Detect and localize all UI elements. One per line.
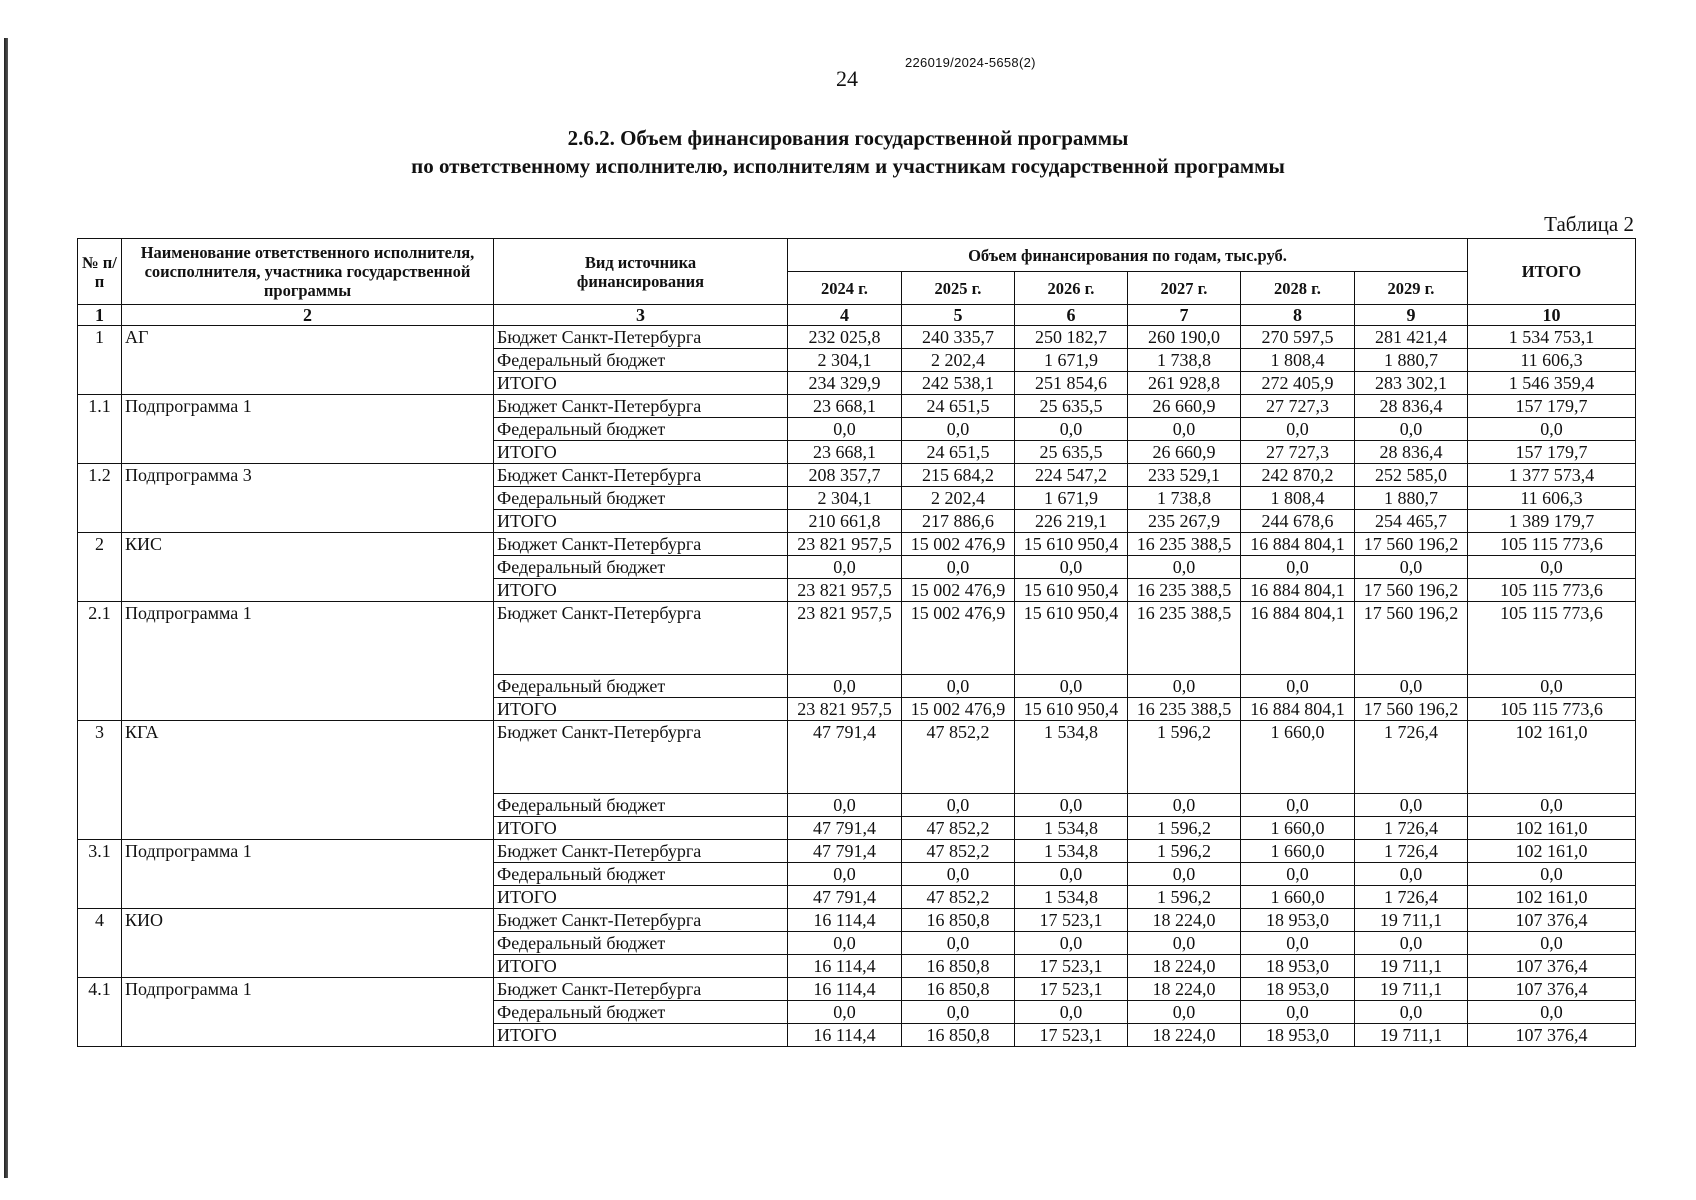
year-value: 0,0 — [1355, 556, 1468, 579]
year-value: 23 821 957,5 — [788, 602, 902, 675]
year-value: 251 854,6 — [1015, 372, 1128, 395]
year-value: 26 660,9 — [1128, 441, 1241, 464]
funding-source: Федеральный бюджет — [494, 349, 788, 372]
year-value: 15 002 476,9 — [902, 602, 1015, 675]
year-value: 15 610 950,4 — [1015, 533, 1128, 556]
funding-source: Бюджет Санкт-Петербурга — [494, 602, 788, 675]
year-value: 16 235 388,5 — [1128, 602, 1241, 675]
table-row — [78, 978, 1636, 1001]
year-value: 1 596,2 — [1128, 840, 1241, 863]
year-value: 1 660,0 — [1241, 886, 1355, 909]
table-row — [78, 395, 1636, 418]
funding-source: Бюджет Санкт-Петербурга — [494, 978, 788, 1001]
year-value: 16 114,4 — [788, 955, 902, 978]
column-index: 9 — [1355, 305, 1468, 326]
year-value: 0,0 — [902, 418, 1015, 441]
executor-name: Подпрограмма 1 — [122, 978, 494, 1047]
funding-source: Бюджет Санкт-Петербурга — [494, 721, 788, 794]
year-value: 235 267,9 — [1128, 510, 1241, 533]
year-value: 23 668,1 — [788, 441, 902, 464]
table-row — [78, 533, 1636, 556]
total-value: 157 179,7 — [1468, 441, 1636, 464]
column-index: 3 — [494, 305, 788, 326]
year-value: 19 711,1 — [1355, 1024, 1468, 1047]
year-value: 16 850,8 — [902, 909, 1015, 932]
year-value: 0,0 — [1128, 675, 1241, 698]
year-value: 18 224,0 — [1128, 978, 1241, 1001]
year-value: 260 190,0 — [1128, 326, 1241, 349]
total-value: 0,0 — [1468, 794, 1636, 817]
year-value: 272 405,9 — [1241, 372, 1355, 395]
year-value: 252 585,0 — [1355, 464, 1468, 487]
row-number: 3.1 — [78, 840, 122, 909]
row-number: 1 — [78, 326, 122, 395]
year-value: 0,0 — [1241, 932, 1355, 955]
funding-source: Федеральный бюджет — [494, 556, 788, 579]
funding-source: ИТОГО — [494, 886, 788, 909]
header-year: 2024 г. — [788, 272, 902, 305]
total-value: 0,0 — [1468, 1001, 1636, 1024]
year-value: 17 523,1 — [1015, 1024, 1128, 1047]
year-value: 16 235 388,5 — [1128, 533, 1241, 556]
year-value: 18 953,0 — [1241, 1024, 1355, 1047]
year-value: 0,0 — [1015, 1001, 1128, 1024]
year-value: 283 302,1 — [1355, 372, 1468, 395]
year-value: 210 661,8 — [788, 510, 902, 533]
year-value: 0,0 — [788, 794, 902, 817]
year-value: 1 808,4 — [1241, 487, 1355, 510]
table-row — [78, 721, 1636, 794]
year-value: 1 808,4 — [1241, 349, 1355, 372]
year-value: 0,0 — [1241, 794, 1355, 817]
year-value: 28 836,4 — [1355, 395, 1468, 418]
funding-source: ИТОГО — [494, 579, 788, 602]
year-value: 16 850,8 — [902, 1024, 1015, 1047]
year-value: 0,0 — [1015, 418, 1128, 441]
year-value: 234 329,9 — [788, 372, 902, 395]
year-value: 215 684,2 — [902, 464, 1015, 487]
funding-source: Федеральный бюджет — [494, 418, 788, 441]
funding-source: ИТОГО — [494, 817, 788, 840]
section-title: 2.6.2. Объем финансирования государственной программы — [567, 126, 1129, 150]
table-row — [78, 464, 1636, 487]
funding-source: ИТОГО — [494, 955, 788, 978]
year-value: 15 002 476,9 — [902, 533, 1015, 556]
total-value: 1 534 753,1 — [1468, 326, 1636, 349]
year-value: 0,0 — [788, 863, 902, 886]
year-value: 0,0 — [788, 556, 902, 579]
year-value: 28 836,4 — [1355, 441, 1468, 464]
year-value: 226 219,1 — [1015, 510, 1128, 533]
header-year: 2027 г. — [1128, 272, 1241, 305]
year-value: 25 635,5 — [1015, 395, 1128, 418]
funding-source: Бюджет Санкт-Петербурга — [494, 909, 788, 932]
funding-source: Федеральный бюджет — [494, 1001, 788, 1024]
total-value: 107 376,4 — [1468, 1024, 1636, 1047]
year-value: 16 884 804,1 — [1241, 602, 1355, 675]
year-value: 17 523,1 — [1015, 955, 1128, 978]
year-value: 0,0 — [1241, 863, 1355, 886]
year-value: 19 711,1 — [1355, 909, 1468, 932]
year-value: 18 224,0 — [1128, 1024, 1241, 1047]
total-value: 102 161,0 — [1468, 840, 1636, 863]
table-body — [78, 326, 1636, 1047]
year-value: 47 791,4 — [788, 721, 902, 794]
year-value: 47 791,4 — [788, 886, 902, 909]
year-value: 0,0 — [788, 932, 902, 955]
year-value: 1 738,8 — [1128, 487, 1241, 510]
year-value: 261 928,8 — [1128, 372, 1241, 395]
year-value: 233 529,1 — [1128, 464, 1241, 487]
financing-table — [77, 238, 1636, 1047]
year-value: 15 610 950,4 — [1015, 698, 1128, 721]
year-value: 47 791,4 — [788, 817, 902, 840]
year-value: 16 114,4 — [788, 909, 902, 932]
year-value: 0,0 — [1241, 675, 1355, 698]
year-value: 1 880,7 — [1355, 487, 1468, 510]
row-number: 1.1 — [78, 395, 122, 464]
year-value: 0,0 — [1015, 863, 1128, 886]
header-year: 2026 г. — [1015, 272, 1128, 305]
year-value: 1 880,7 — [1355, 349, 1468, 372]
year-value: 16 884 804,1 — [1241, 698, 1355, 721]
year-value: 242 870,2 — [1241, 464, 1355, 487]
header-source: Вид источника финансирования — [494, 239, 788, 305]
executor-name: КГА — [122, 721, 494, 840]
funding-source: Бюджет Санкт-Петербурга — [494, 840, 788, 863]
year-value: 1 596,2 — [1128, 721, 1241, 794]
year-value: 0,0 — [1355, 794, 1468, 817]
year-value: 47 852,2 — [902, 721, 1015, 794]
total-value: 102 161,0 — [1468, 721, 1636, 794]
year-value: 47 852,2 — [902, 886, 1015, 909]
funding-source: ИТОГО — [494, 1024, 788, 1047]
header-total: ИТОГО — [1468, 239, 1636, 305]
column-index: 7 — [1128, 305, 1241, 326]
page-number: 24 — [836, 66, 858, 91]
total-value: 157 179,7 — [1468, 395, 1636, 418]
year-value: 208 357,7 — [788, 464, 902, 487]
header-row — [78, 239, 1636, 272]
year-value: 254 465,7 — [1355, 510, 1468, 533]
year-value: 0,0 — [902, 1001, 1015, 1024]
row-number: 2 — [78, 533, 122, 602]
table-row — [78, 840, 1636, 863]
total-value: 0,0 — [1468, 556, 1636, 579]
header-year: 2028 г. — [1241, 272, 1355, 305]
total-value: 0,0 — [1468, 675, 1636, 698]
executor-name: КИО — [122, 909, 494, 978]
year-value: 18 953,0 — [1241, 909, 1355, 932]
year-value: 1 726,4 — [1355, 817, 1468, 840]
year-value: 0,0 — [1241, 418, 1355, 441]
year-value: 2 304,1 — [788, 487, 902, 510]
total-value: 105 115 773,6 — [1468, 602, 1636, 675]
executor-name: Подпрограмма 1 — [122, 840, 494, 909]
total-value: 107 376,4 — [1468, 955, 1636, 978]
funding-source: Бюджет Санкт-Петербурга — [494, 395, 788, 418]
year-value: 1 671,9 — [1015, 487, 1128, 510]
year-value: 1 534,8 — [1015, 840, 1128, 863]
funding-source: Бюджет Санкт-Петербурга — [494, 533, 788, 556]
year-value: 27 727,3 — [1241, 441, 1355, 464]
year-value: 0,0 — [1128, 418, 1241, 441]
table-row — [78, 602, 1636, 675]
year-value: 2 202,4 — [902, 487, 1015, 510]
year-value: 2 202,4 — [902, 349, 1015, 372]
year-value: 19 711,1 — [1355, 978, 1468, 1001]
header-year: 2029 г. — [1355, 272, 1468, 305]
year-value: 1 596,2 — [1128, 886, 1241, 909]
year-value: 17 560 196,2 — [1355, 602, 1468, 675]
total-value: 11 606,3 — [1468, 349, 1636, 372]
year-value: 1 660,0 — [1241, 817, 1355, 840]
year-value: 0,0 — [1241, 556, 1355, 579]
year-value: 1 660,0 — [1241, 721, 1355, 794]
total-value: 102 161,0 — [1468, 817, 1636, 840]
year-value: 0,0 — [902, 556, 1015, 579]
year-value: 0,0 — [1355, 418, 1468, 441]
header-name: Наименование ответственного исполнителя, соисполнителя, участника государственной программы — [122, 239, 494, 305]
total-value: 102 161,0 — [1468, 886, 1636, 909]
year-value: 16 114,4 — [788, 1024, 902, 1047]
year-value: 47 852,2 — [902, 840, 1015, 863]
year-value: 0,0 — [1355, 932, 1468, 955]
year-value: 47 791,4 — [788, 840, 902, 863]
year-value: 0,0 — [1015, 675, 1128, 698]
year-value: 0,0 — [1128, 863, 1241, 886]
section-subtitle: по ответственному исполнителю, исполнителям и участникам государственной программы — [411, 154, 1285, 178]
year-value: 18 953,0 — [1241, 955, 1355, 978]
executor-name: Подпрограмма 3 — [122, 464, 494, 533]
year-value: 23 821 957,5 — [788, 698, 902, 721]
year-value: 1 534,8 — [1015, 721, 1128, 794]
year-value: 1 671,9 — [1015, 349, 1128, 372]
column-index: 10 — [1468, 305, 1636, 326]
funding-source: Федеральный бюджет — [494, 675, 788, 698]
year-value: 240 335,7 — [902, 326, 1015, 349]
year-value: 25 635,5 — [1015, 441, 1128, 464]
year-value: 16 850,8 — [902, 978, 1015, 1001]
year-value: 0,0 — [1015, 932, 1128, 955]
year-value: 23 668,1 — [788, 395, 902, 418]
total-value: 1 546 359,4 — [1468, 372, 1636, 395]
year-value: 244 678,6 — [1241, 510, 1355, 533]
funding-source: Бюджет Санкт-Петербурга — [494, 464, 788, 487]
total-value: 1 377 573,4 — [1468, 464, 1636, 487]
year-value: 2 304,1 — [788, 349, 902, 372]
year-value: 23 821 957,5 — [788, 579, 902, 602]
funding-source: Федеральный бюджет — [494, 863, 788, 886]
header-year: 2025 г. — [902, 272, 1015, 305]
year-value: 0,0 — [788, 675, 902, 698]
table-row — [78, 326, 1636, 349]
year-value: 15 002 476,9 — [902, 698, 1015, 721]
total-value: 0,0 — [1468, 418, 1636, 441]
year-value: 18 953,0 — [1241, 978, 1355, 1001]
total-value: 105 115 773,6 — [1468, 579, 1636, 602]
funding-source: Федеральный бюджет — [494, 794, 788, 817]
column-index: 2 — [122, 305, 494, 326]
total-value: 0,0 — [1468, 863, 1636, 886]
funding-source: ИТОГО — [494, 372, 788, 395]
year-value: 0,0 — [902, 675, 1015, 698]
year-value: 242 538,1 — [902, 372, 1015, 395]
year-value: 27 727,3 — [1241, 395, 1355, 418]
year-value: 19 711,1 — [1355, 955, 1468, 978]
year-value: 16 235 388,5 — [1128, 698, 1241, 721]
year-value: 15 002 476,9 — [902, 579, 1015, 602]
year-value: 1 660,0 — [1241, 840, 1355, 863]
funding-source: Бюджет Санкт-Петербурга — [494, 326, 788, 349]
year-value: 0,0 — [1355, 863, 1468, 886]
year-value: 15 610 950,4 — [1015, 579, 1128, 602]
year-value: 16 884 804,1 — [1241, 533, 1355, 556]
funding-source: Федеральный бюджет — [494, 487, 788, 510]
year-value: 0,0 — [1015, 794, 1128, 817]
year-value: 17 560 196,2 — [1355, 533, 1468, 556]
year-value: 1 738,8 — [1128, 349, 1241, 372]
year-value: 250 182,7 — [1015, 326, 1128, 349]
funding-source: Федеральный бюджет — [494, 932, 788, 955]
year-value: 270 597,5 — [1241, 326, 1355, 349]
total-value: 107 376,4 — [1468, 978, 1636, 1001]
row-number: 1.2 — [78, 464, 122, 533]
total-value: 105 115 773,6 — [1468, 698, 1636, 721]
total-value: 1 389 179,7 — [1468, 510, 1636, 533]
year-value: 15 610 950,4 — [1015, 602, 1128, 675]
table-row — [78, 909, 1636, 932]
year-value: 232 025,8 — [788, 326, 902, 349]
year-value: 17 560 196,2 — [1355, 698, 1468, 721]
year-value: 47 852,2 — [902, 817, 1015, 840]
column-index: 5 — [902, 305, 1015, 326]
funding-source: ИТОГО — [494, 510, 788, 533]
year-value: 16 884 804,1 — [1241, 579, 1355, 602]
total-value: 11 606,3 — [1468, 487, 1636, 510]
year-value: 0,0 — [1128, 556, 1241, 579]
row-number: 3 — [78, 721, 122, 840]
year-value: 1 534,8 — [1015, 817, 1128, 840]
total-value: 107 376,4 — [1468, 909, 1636, 932]
row-number: 2.1 — [78, 602, 122, 721]
year-value: 16 235 388,5 — [1128, 579, 1241, 602]
column-index-row — [78, 305, 1636, 326]
scan-edge — [4, 38, 8, 1178]
funding-source: ИТОГО — [494, 698, 788, 721]
total-value: 105 115 773,6 — [1468, 533, 1636, 556]
year-value: 0,0 — [902, 932, 1015, 955]
year-value: 0,0 — [902, 794, 1015, 817]
year-value: 26 660,9 — [1128, 395, 1241, 418]
funding-source: ИТОГО — [494, 441, 788, 464]
year-value: 0,0 — [1355, 675, 1468, 698]
header-volume: Объем финансирования по годам, тыс.руб. — [788, 239, 1468, 272]
year-value: 17 560 196,2 — [1355, 579, 1468, 602]
year-value: 16 114,4 — [788, 978, 902, 1001]
year-value: 0,0 — [902, 863, 1015, 886]
year-value: 281 421,4 — [1355, 326, 1468, 349]
row-number: 4.1 — [78, 978, 122, 1047]
column-index: 8 — [1241, 305, 1355, 326]
year-value: 24 651,5 — [902, 395, 1015, 418]
column-index: 4 — [788, 305, 902, 326]
year-value: 0,0 — [1015, 556, 1128, 579]
document-number: 226019/2024-5658(2) — [905, 55, 1036, 70]
year-value: 0,0 — [1128, 1001, 1241, 1024]
year-value: 18 224,0 — [1128, 955, 1241, 978]
year-value: 224 547,2 — [1015, 464, 1128, 487]
executor-name: Подпрограмма 1 — [122, 395, 494, 464]
year-value: 0,0 — [788, 418, 902, 441]
year-value: 1 726,4 — [1355, 721, 1468, 794]
year-value: 24 651,5 — [902, 441, 1015, 464]
executor-name: КИС — [122, 533, 494, 602]
header-no: № п/п — [78, 239, 122, 305]
year-value: 0,0 — [788, 1001, 902, 1024]
year-value: 1 726,4 — [1355, 840, 1468, 863]
executor-name: АГ — [122, 326, 494, 395]
year-value: 0,0 — [1128, 932, 1241, 955]
year-value: 1 534,8 — [1015, 886, 1128, 909]
year-value: 1 726,4 — [1355, 886, 1468, 909]
total-value: 0,0 — [1468, 932, 1636, 955]
year-value: 18 224,0 — [1128, 909, 1241, 932]
year-value: 0,0 — [1355, 1001, 1468, 1024]
year-value: 17 523,1 — [1015, 909, 1128, 932]
year-value: 0,0 — [1241, 1001, 1355, 1024]
column-index: 1 — [78, 305, 122, 326]
column-index: 6 — [1015, 305, 1128, 326]
year-value: 217 886,6 — [902, 510, 1015, 533]
row-number: 4 — [78, 909, 122, 978]
executor-name: Подпрограмма 1 — [122, 602, 494, 721]
year-value: 16 850,8 — [902, 955, 1015, 978]
year-value: 0,0 — [1128, 794, 1241, 817]
year-value: 17 523,1 — [1015, 978, 1128, 1001]
year-value: 1 596,2 — [1128, 817, 1241, 840]
year-value: 23 821 957,5 — [788, 533, 902, 556]
table-label: Таблица 2 — [1544, 212, 1634, 236]
